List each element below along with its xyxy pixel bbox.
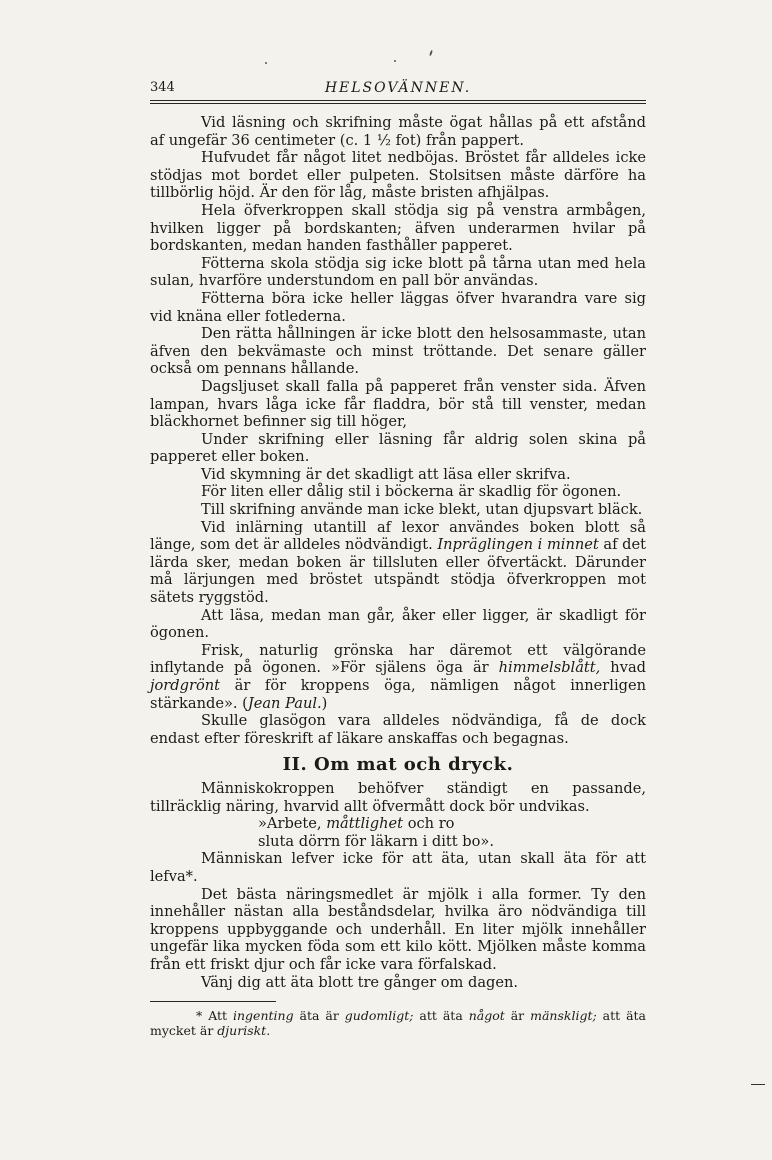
text-run: Frisk, naturlig grönska har däremot ett välgörande inflytande på ögonen. »För själens öga är [150, 641, 646, 677]
text-run: hvad [600, 659, 646, 677]
paragraph: Den rätta hållningen är icke blott den helsosammaste, utan äfven den bekvämaste och minst tröttande. Det senare gäller också om pennans hållande. [150, 325, 646, 378]
scan-speck [265, 62, 267, 64]
text-run: »Arbete, [258, 815, 327, 833]
paragraph: För liten eller dålig stil i böckerna är skadlig för ögonen. [201, 483, 622, 501]
italic-run: gudomligt; [344, 1008, 414, 1024]
paragraph [150, 642, 646, 712]
footnote-rule [150, 1001, 276, 1002]
text-run: af det lärda sker, medan boken är tillsluten eller öfvertäckt. Därunder må lärjungen med bröstet utspändt stödja öfverkroppen mot sätets ryggstöd. [150, 536, 647, 607]
footnote [150, 1008, 646, 1038]
text-run: är [504, 1008, 531, 1024]
paragraph: Det bästa näringsmedlet är mjölk i alla former. Ty den innehåller nästan alla beståndsdelar, hvilka äro nödvändiga till kroppens uppbyggande och underhåll. En liter mjölk innehåller ungefär lika mycken föda som ett kilo kött. Mjölken måste komma från ett friskt djur och får icke vara förfalskad. [150, 885, 646, 973]
italic-run: djuriskt. [217, 1023, 271, 1039]
page-edge-mark [751, 1084, 765, 1085]
scan-speck [394, 60, 396, 62]
page-number: 344 [150, 80, 175, 95]
italic-run: Jean Paul. [247, 694, 322, 712]
paragraph: Till skrifning använde man icke blekt, utan djupsvart bläck. [201, 501, 643, 519]
italic-run: måttlighet [326, 815, 404, 833]
paragraph: Fötterna böra icke heller läggas öfver hvarandra vare sig vid knäna eller fotlederna. [150, 289, 646, 325]
paragraph: Människokroppen behöfver ständigt en passande, tillräcklig näring, hvarvid allt öfvermått dock bör undvikas. [150, 779, 646, 815]
italic-run: Inpräglingen i minnet [437, 536, 599, 554]
paragraph: Under skrifning eller läsning får aldrig solen skina på papperet eller boken. [150, 430, 646, 466]
italic-run: något [468, 1008, 505, 1024]
text-run: att äta mycket är [150, 1008, 647, 1039]
paragraph: Dagsljuset skall falla på papperet från venster sida. Äfven lampan, hvars låga icke får fladdra, bör stå till venster, medan bläckhornet befinner sig till höger, [150, 377, 646, 431]
page-header [150, 80, 646, 102]
italic-run: ingenting [233, 1008, 294, 1024]
text-run: att äta [413, 1008, 469, 1024]
paragraph: Vid skymning är det skadligt att läsa eller skrifva. [201, 465, 571, 483]
text-run: och ro [403, 815, 455, 833]
scan-speck [429, 50, 433, 56]
text-run: är för kroppens öga, nämligen något innerligen stärkande». ( [150, 677, 646, 712]
running-head: HELSOVÄNNEN. [324, 80, 472, 96]
italic-run: mänskligt; [530, 1008, 597, 1024]
text-run: * Att [196, 1008, 233, 1024]
verse-line [150, 815, 646, 833]
italic-run: jordgrönt [150, 677, 220, 694]
paragraph: Hufvudet får något litet nedböjas. Bröstet får alldeles icke stödjas mot bordet eller pulpeten. Stolsitsen måste därföre ha tillbörlig höjd. Är den för låg, måste bristen afhjälpas. [150, 149, 646, 202]
paragraph: Hela öfverkroppen skall stödja sig på venstra armbågen, hvilken ligger på bordskanten; äfven underarmen hvilar på bordskanten, medan handen fasthåller papperet. [150, 201, 646, 255]
text-run: Vid inlärning utantill af lexor användes boken blott så länge, som det är alldeles nödvändigt. [150, 518, 646, 554]
body-text [150, 114, 646, 1038]
italic-run: himmelsblått, [498, 659, 601, 677]
paragraph: Skulle glasögon vara alldeles nödvändiga, få de dock endast efter föreskrift af läkare anskaffas och begagnas. [150, 712, 646, 747]
paragraph: Vid läsning och skrifning måste ögat hållas på ett afstånd af ungefär 36 centimeter (c. 1 ½ fot) från pappert. [150, 114, 646, 149]
paragraph: Människan lefver icke för att äta, utan skall äta för att lefva*. [150, 850, 646, 885]
header-rule [150, 103, 646, 104]
paragraph: Fötterna skola stödja sig icke blott på tårna utan med hela sulan, hvarföre understundom en pall bör användas. [150, 254, 646, 290]
paragraph [150, 519, 646, 607]
section-heading: II. Om mat och dryck. [282, 754, 514, 776]
text-run: äta är [293, 1008, 345, 1024]
text-run: ) [321, 694, 328, 712]
verse-line: sluta dörrn för läkarn i ditt bo». [258, 832, 494, 850]
paragraph: Att läsa, medan man går, åker eller ligger, är skadligt för ögonen. [150, 606, 646, 642]
paragraph: Vänj dig att äta blott tre gånger om dagen. [201, 973, 519, 991]
header-rule [150, 100, 646, 101]
